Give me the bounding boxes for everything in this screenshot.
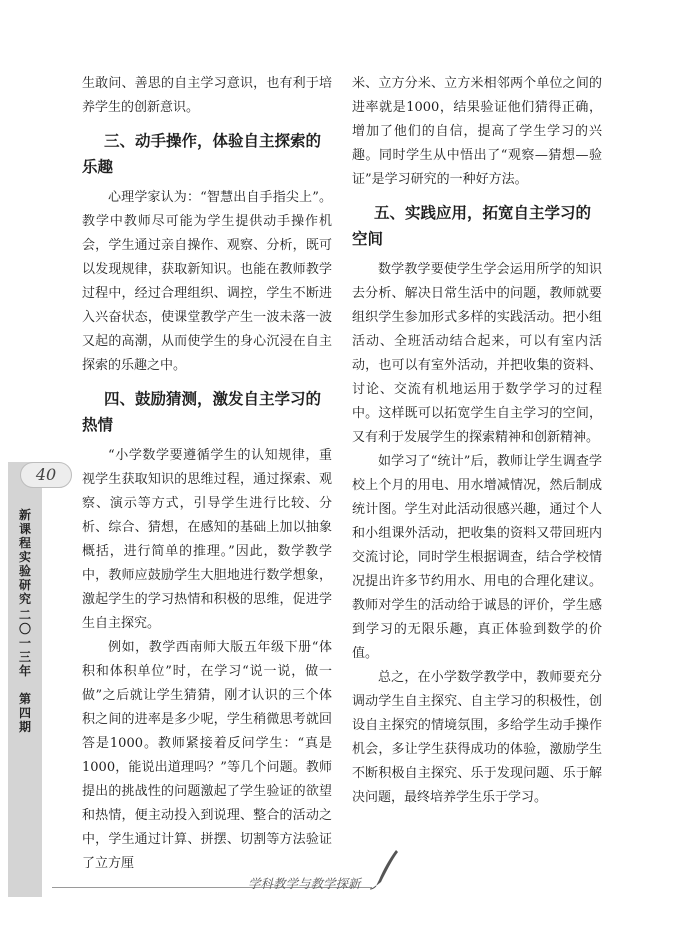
vertical-char: 课 [18, 522, 31, 536]
section-heading: 三、动手操作，体验自主探索的乐趣 [82, 132, 322, 176]
vertical-char: 二 [18, 608, 31, 622]
vertical-char: 实 [18, 550, 31, 564]
pen-nib-icon [370, 848, 400, 890]
vertical-char: 程 [18, 536, 31, 550]
paragraph: 例如，教学西南师大版五年级下册“体积和体积单位”时，在学习“说一说，做一做”之后就让学生猜猜，刚才认识的三个体积之间的进率是多少呢，学生稍微思考就回答是1000。教师紧接着反问学生：“真是1000，能说出道理吗？”等几个问题。教师提出的挑战性的问题激起了学生验证的欲望和热情，便主动投入到说理、整合的活动之中，学生通过计算、拼摆、切割等方法验证了立方厘 [82, 640, 332, 871]
right-column [352, 72, 602, 810]
footer-section-title: 学科教学与教学探新 [248, 876, 361, 891]
left-column [82, 72, 332, 876]
issue-label-vertical [14, 608, 36, 734]
vertical-char: 期 [18, 720, 31, 734]
paragraph: 如学习了“统计”后，教师让学生调查学校上个月的用电、用水增减情况，然后制成统计图。学生对此活动很感兴趣，通过个人和小组课外活动，把收集的资料又带回班内交流讨论，同时学生根据调查，结合学校情况提出许多节约用水、用电的合理化建议。教师对学生的活动给于诚恳的评价，学生感到学习的无限乐趣，真正体验到数学的价值。 [352, 454, 602, 661]
vertical-char: 年 [18, 664, 31, 678]
vertical-char: 三 [18, 650, 31, 664]
vertical-char: 研 [18, 578, 31, 592]
paragraph: 生敢问、善思的自主学习意识，也有利于培养学生的创新意识。 [82, 76, 332, 115]
paragraph: 心理学家认为：“智慧出自手指尖上”。教学中教师尽可能为学生提供动手操作机会，学生通过亲自操作、观察、分析，既可以发现规律，获取新知识。也能在教师教学过程中，经过合理组织、调控，学生不断进入兴奋状态，使课堂教学产生一波未落一波又起的高潮，从而使学生的身心沉浸在自主探索的乐趣之中。 [82, 190, 332, 373]
paragraph: 米、立方分米、立方米相邻两个单位之间的进率就是1000，结果验证他们猜得正确，增加了他们的自信，提高了学生学习的兴趣。同时学生从中悟出了“观察—猜想—验证”是学习研究的一种好方法。 [352, 76, 602, 187]
vertical-char: 〇 [18, 622, 31, 636]
journal-name-vertical [14, 508, 36, 606]
section-heading: 五、实践应用，拓宽自主学习的空间 [352, 204, 592, 248]
page-number: 40 [20, 462, 72, 488]
vertical-char: 究 [18, 592, 31, 606]
paragraph: 总之，在小学数学教学中，教师要充分调动学生自主探究、自主学习的积极性，创设自主探究的情境氛围，多给学生动手操作机会，多让学生获得成功的体验，激励学生不断积极自主探究、乐于发现问题、乐于解决问题，最终培养学生乐于学习。 [352, 670, 602, 805]
vertical-char: 验 [18, 564, 31, 578]
paragraph: 数学教学要使学生学会运用所学的知识去分析、解决日常生活中的问题，教师就要组织学生参加形式多样的实践活动。把小组活动、全班活动结合起来，可以有室内活动，也可以有室外活动，并把收集的资料、讨论、交流有机地运用于数学学习的过程中。这样既可以拓宽学生自主学习的空间，又有利于发展学生的探索精神和创新精神。 [352, 262, 602, 445]
vertical-char: 四 [18, 706, 31, 720]
vertical-char [14, 678, 36, 692]
vertical-char: 一 [18, 636, 31, 650]
vertical-char: 第 [18, 692, 31, 706]
paragraph: “小学数学要遵循学生的认知规律，重视学生获取知识的思维过程，通过探索、观察、演示等方式，引导学生进行比较、分析、综合、猜想，在感知的基础上加以抽象概括，进行简单的推理。”因此，数学教学中，教师应鼓励学生大胆地进行数学想象，激起学生的学习热情和积极的思维，促进学生自主探究。 [82, 448, 332, 631]
vertical-char: 新 [18, 508, 31, 522]
section-heading: 四、鼓励猜测，激发自主学习的热情 [82, 390, 322, 434]
